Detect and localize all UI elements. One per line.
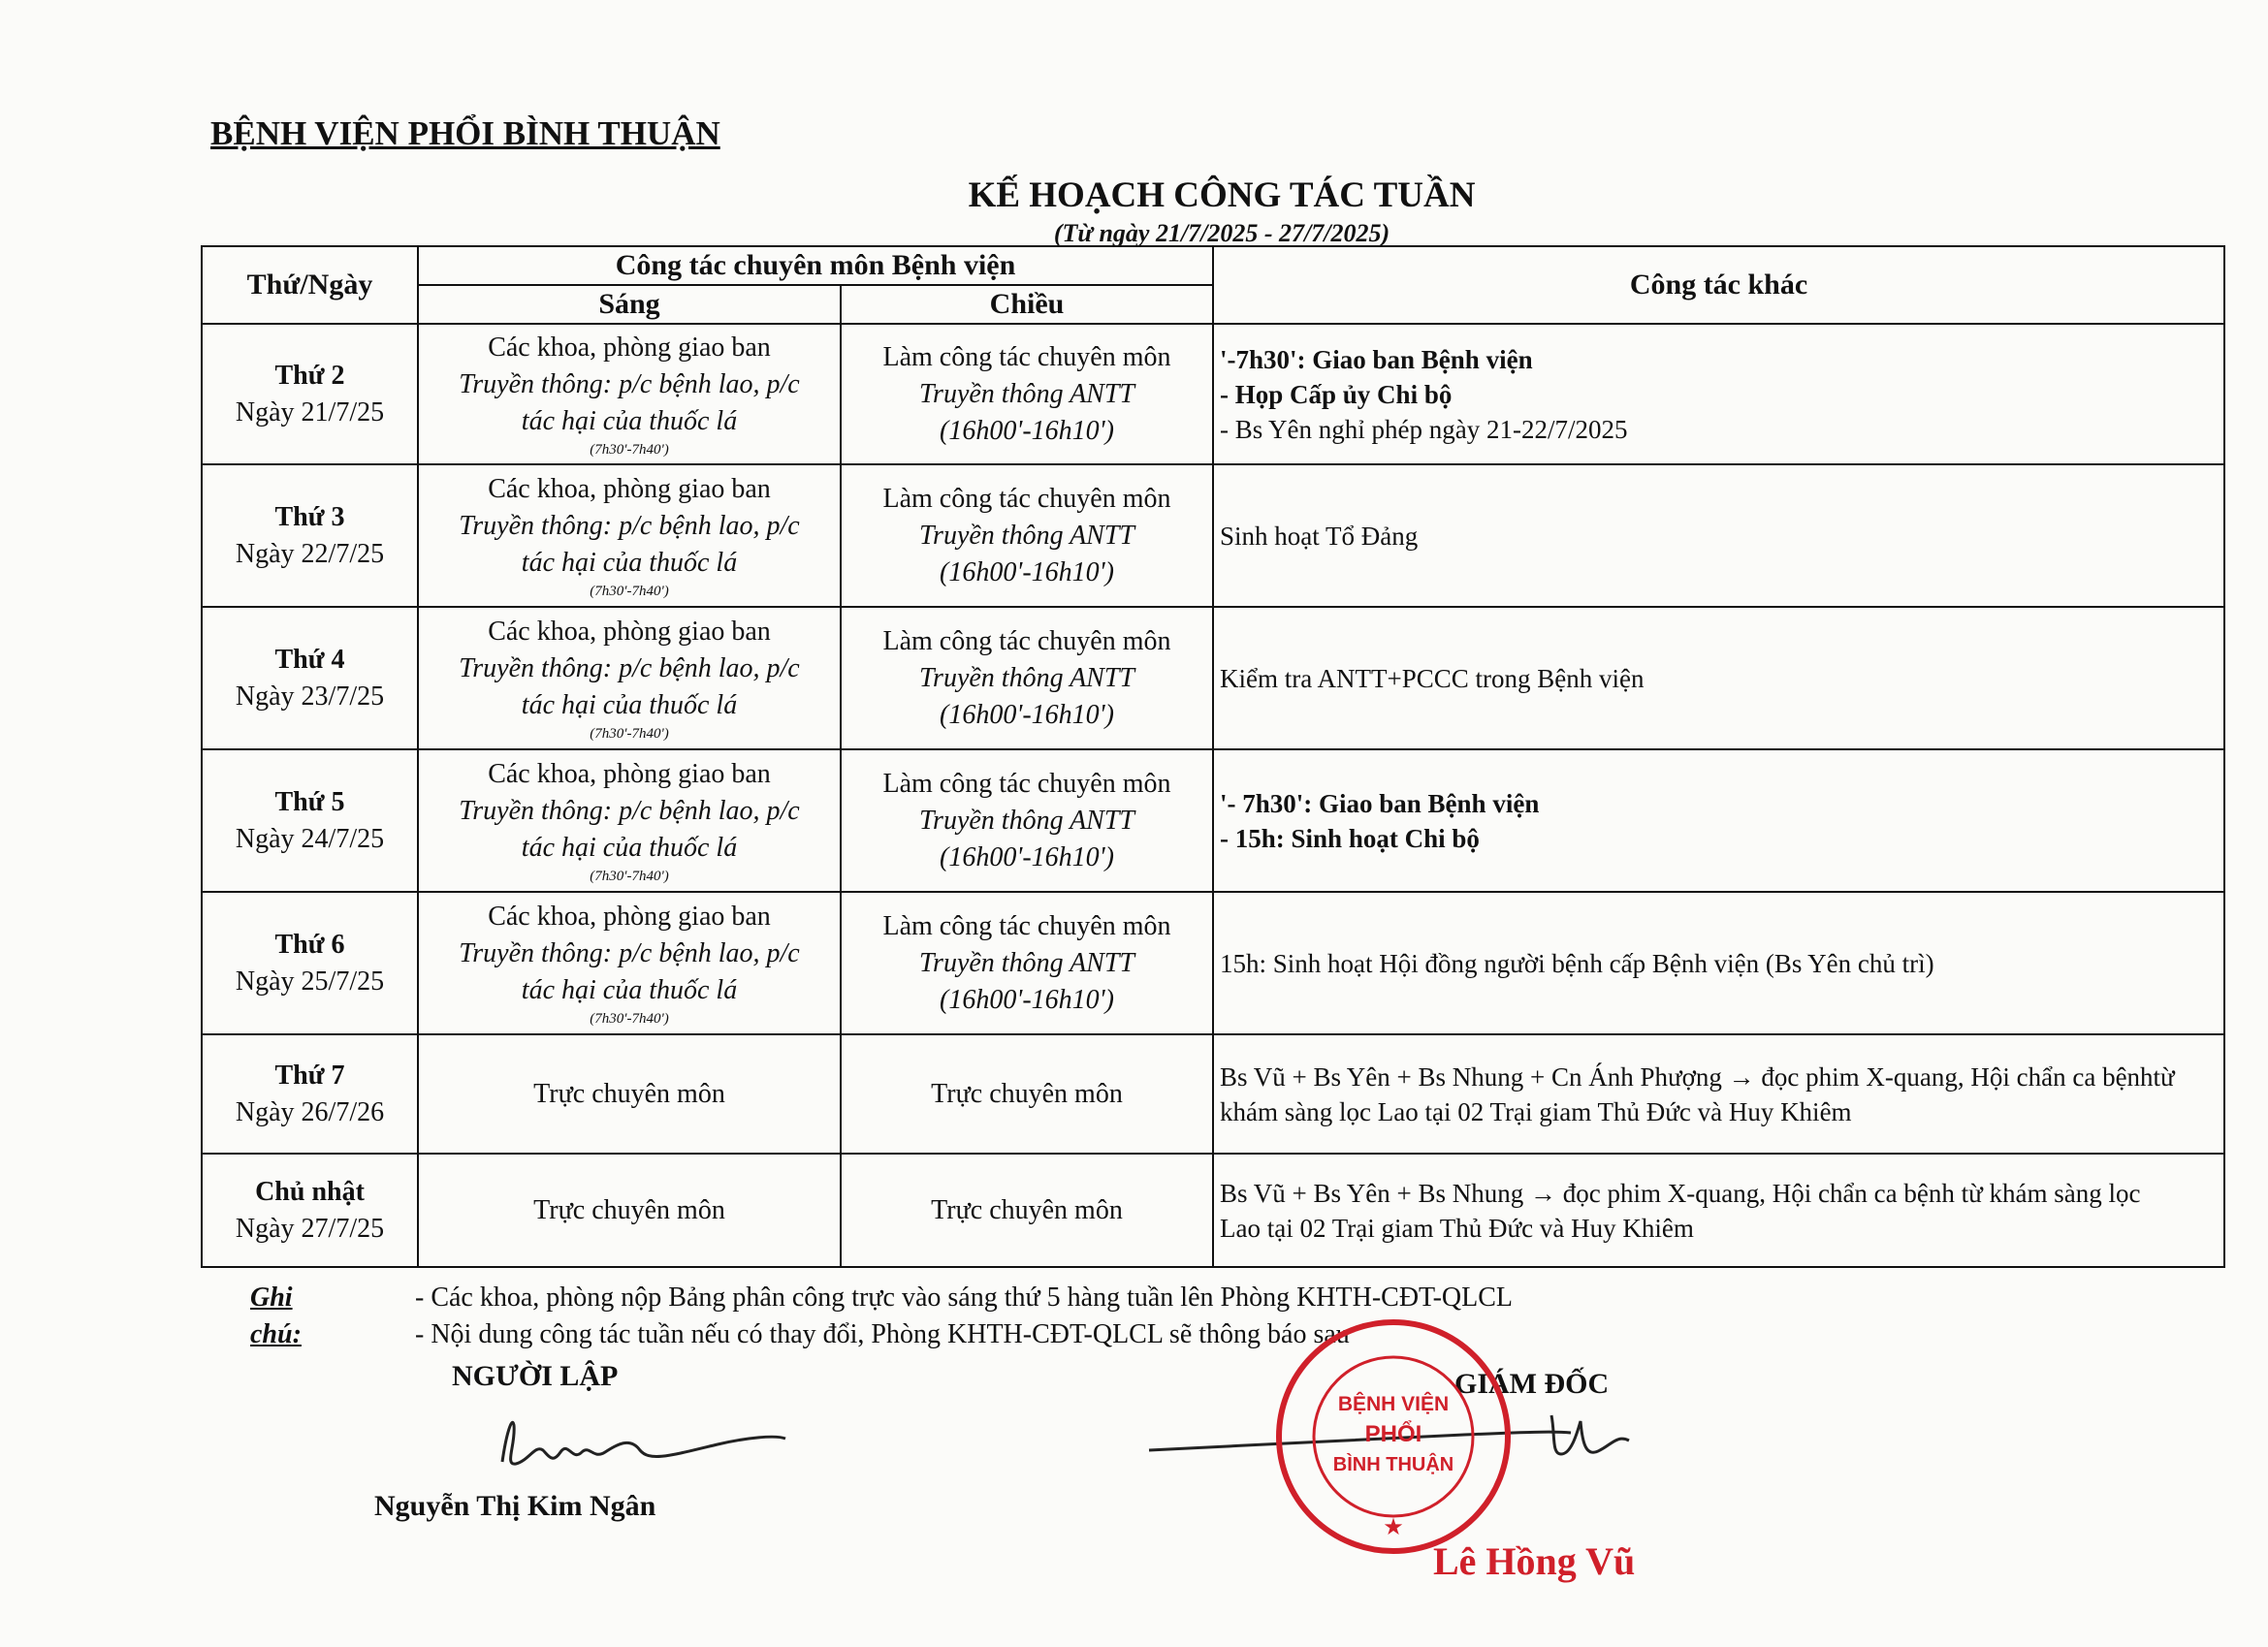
table-header-row — [202, 246, 2224, 285]
table-row — [202, 464, 2224, 607]
day-date: Ngày 21/7/25 — [235, 396, 385, 428]
preparer-name: Nguyễn Thị Kim Ngân — [374, 1490, 656, 1522]
morning-line: Các khoa, phòng giao ban — [488, 332, 771, 363]
day-cell — [202, 324, 418, 464]
morning-cell — [418, 607, 841, 749]
afternoon-cell — [841, 464, 1213, 607]
morning-line: (7h30'-7h40') — [590, 868, 669, 884]
notes-label: Ghi chú: — [250, 1283, 302, 1349]
afternoon-line: Làm công tác chuyên môn — [882, 910, 1171, 941]
afternoon-line: (16h00'-16h10') — [940, 984, 1114, 1015]
morning-line: Truyền thông: p/c bệnh lao, p/c — [459, 652, 800, 683]
morning-line: tác hại của thuốc lá — [521, 974, 738, 1005]
afternoon-cell — [841, 749, 1213, 892]
afternoon-cell — [841, 607, 1213, 749]
afternoon-line: Trực chuyên môn — [931, 1078, 1123, 1109]
afternoon-cell — [841, 892, 1213, 1034]
director-name: Lê Hồng Vũ — [1433, 1539, 1636, 1583]
other-work-line: - 15h: Sinh hoạt Chi bộ — [1220, 823, 1480, 853]
day-cell — [202, 607, 418, 749]
table-row — [202, 1034, 2224, 1154]
morning-line: tác hại của thuốc lá — [521, 689, 738, 720]
table-row — [202, 607, 2224, 749]
weekly-plan-table — [201, 245, 2225, 1268]
other-work-cell — [1213, 464, 2224, 607]
table-row — [202, 1154, 2224, 1267]
table-body — [202, 324, 2224, 1267]
table-row — [202, 324, 2224, 464]
header-morning: Sáng — [418, 285, 841, 324]
afternoon-line: Làm công tác chuyên môn — [882, 483, 1171, 514]
hospital-seal — [1272, 1315, 1515, 1558]
day-cell — [202, 1034, 418, 1154]
other-work-line: 15h: Sinh hoạt Hội đồng người bệnh cấp Bệnh viện (Bs Yên chủ trì) — [1220, 948, 1934, 978]
header-afternoon: Chiều — [841, 285, 1213, 324]
morning-line: Truyền thông: p/c bệnh lao, p/c — [459, 937, 800, 968]
afternoon-line: (16h00'-16h10') — [940, 699, 1114, 730]
day-date: Ngày 23/7/25 — [235, 681, 385, 712]
day-name: Thứ 6 — [274, 929, 345, 960]
morning-cell — [418, 892, 841, 1034]
afternoon-line: Làm công tác chuyên môn — [882, 341, 1171, 372]
header-day: Thứ/Ngày — [202, 246, 418, 324]
day-name: Thứ 5 — [274, 786, 345, 817]
day-cell — [202, 464, 418, 607]
morning-line: (7h30'-7h40') — [590, 583, 669, 599]
morning-line: Truyền thông: p/c bệnh lao, p/c — [459, 510, 800, 541]
morning-cell — [418, 324, 841, 464]
preparer-signature — [485, 1406, 795, 1483]
morning-cell — [418, 1154, 841, 1267]
afternoon-line: Truyền thông ANTT — [919, 947, 1134, 978]
other-work-cell — [1213, 324, 2224, 464]
morning-line: tác hại của thuốc lá — [521, 832, 738, 863]
morning-cell — [418, 749, 841, 892]
morning-line: Truyền thông: p/c bệnh lao, p/c — [459, 368, 800, 399]
day-date: Ngày 25/7/25 — [235, 966, 385, 997]
afternoon-line: Trực chuyên môn — [931, 1194, 1123, 1225]
morning-line: (7h30'-7h40') — [590, 1010, 669, 1027]
morning-line: Các khoa, phòng giao ban — [488, 616, 771, 647]
other-work-line: Lao tại 02 Trại giam Thủ Đức và Huy Khiêm — [1220, 1213, 1694, 1243]
table-row — [202, 749, 2224, 892]
header-main-work: Công tác chuyên môn Bệnh viện — [418, 246, 1213, 285]
document-date-range: (Từ ngày 21/7/2025 - 27/7/2025) — [1053, 219, 1390, 247]
morning-line: Các khoa, phòng giao ban — [488, 473, 771, 504]
organization-name: BỆNH VIỆN PHỔI BÌNH THUẬN — [210, 114, 720, 152]
day-name: Thứ 3 — [274, 501, 345, 532]
afternoon-cell — [841, 1154, 1213, 1267]
other-work-line: khám sàng lọc Lao tại 02 Trại giam Thủ Đức và Huy Khiêm — [1220, 1096, 1852, 1126]
afternoon-cell — [841, 1034, 1213, 1154]
seal-line-1: BỆNH VIỆN — [1337, 1393, 1450, 1415]
morning-line: Trực chuyên môn — [533, 1078, 725, 1109]
morning-line: Trực chuyên môn — [533, 1194, 725, 1225]
other-work-line: Sinh hoạt Tổ Đảng — [1220, 521, 1419, 551]
other-work-cell — [1213, 1034, 2224, 1154]
afternoon-line: Truyền thông ANTT — [919, 805, 1134, 836]
day-cell — [202, 749, 418, 892]
day-cell — [202, 892, 418, 1034]
day-name: Thứ 4 — [274, 644, 345, 675]
afternoon-line: Truyền thông ANTT — [919, 520, 1134, 551]
morning-line: Các khoa, phòng giao ban — [488, 901, 771, 932]
other-work-cell — [1213, 607, 2224, 749]
afternoon-line: Làm công tác chuyên môn — [882, 768, 1171, 799]
seal-line-3: BÌNH THUẬN — [1332, 1454, 1454, 1475]
other-work-line: Kiểm tra ANTT+PCCC trong Bệnh viện — [1220, 663, 1645, 693]
note-line-1: - Các khoa, phòng nộp Bảng phân công trực vào sáng thứ 5 hàng tuần lên Phòng KHTH-CĐT-QLCL — [415, 1283, 1514, 1313]
seal-line-2: PHỔI — [1364, 1421, 1422, 1447]
afternoon-line: Truyền thông ANTT — [919, 662, 1134, 693]
header-other-work: Công tác khác — [1213, 246, 2224, 324]
other-work-line: Bs Vũ + Bs Yên + Bs Nhung + Cn Ánh Phượng → đọc phim X-quang, Hội chẩn ca bệnhtừ — [1220, 1061, 2175, 1092]
afternoon-line: (16h00'-16h10') — [940, 841, 1114, 872]
preparer-title: NGƯỜI LẬP — [452, 1360, 619, 1392]
document-title: KẾ HOẠCH CÔNG TÁC TUẦN — [968, 175, 1476, 215]
other-work-line: '- 7h30': Giao ban Bệnh viện — [1220, 788, 1540, 818]
morning-cell — [418, 464, 841, 607]
day-date: Ngày 27/7/25 — [235, 1213, 385, 1244]
other-work-line: - Họp Cấp ủy Chi bộ — [1220, 379, 1453, 409]
other-work-line: - Bs Yên nghỉ phép ngày 21-22/7/2025 — [1220, 414, 1628, 444]
day-name: Thứ 7 — [274, 1060, 345, 1091]
afternoon-line: (16h00'-16h10') — [940, 415, 1114, 446]
day-date: Ngày 24/7/25 — [235, 823, 385, 854]
seal-star-icon: ★ — [1383, 1515, 1404, 1540]
afternoon-line: (16h00'-16h10') — [940, 556, 1114, 587]
other-work-line: Bs Vũ + Bs Yên + Bs Nhung → đọc phim X-quang, Hội chẩn ca bệnh từ khám sàng lọc — [1220, 1178, 2141, 1208]
day-name: Thứ 2 — [274, 360, 345, 391]
other-work-cell — [1213, 892, 2224, 1034]
morning-line: tác hại của thuốc lá — [521, 547, 738, 578]
table-row — [202, 892, 2224, 1034]
morning-line: (7h30'-7h40') — [590, 725, 669, 742]
other-work-cell — [1213, 749, 2224, 892]
other-work-line: '-7h30': Giao ban Bệnh viện — [1220, 344, 1533, 374]
other-work-cell — [1213, 1154, 2224, 1267]
morning-cell — [418, 1034, 841, 1154]
day-date: Ngày 22/7/25 — [235, 538, 385, 569]
day-date: Ngày 26/7/26 — [235, 1096, 385, 1127]
afternoon-cell — [841, 324, 1213, 464]
afternoon-line: Truyền thông ANTT — [919, 378, 1134, 409]
morning-line: (7h30'-7h40') — [590, 441, 669, 458]
morning-line: Các khoa, phòng giao ban — [488, 758, 771, 789]
day-cell — [202, 1154, 418, 1267]
afternoon-line: Làm công tác chuyên môn — [882, 625, 1171, 656]
day-name: Chủ nhật — [255, 1176, 365, 1207]
morning-line: tác hại của thuốc lá — [521, 405, 738, 436]
note-line-2: - Nội dung công tác tuần nếu có thay đổi, Phòng KHTH-CĐT-QLCL sẽ thông báo sau — [415, 1319, 1350, 1349]
morning-line: Truyền thông: p/c bệnh lao, p/c — [459, 795, 800, 826]
director-title: GIÁM ĐỐC — [1454, 1368, 1610, 1400]
